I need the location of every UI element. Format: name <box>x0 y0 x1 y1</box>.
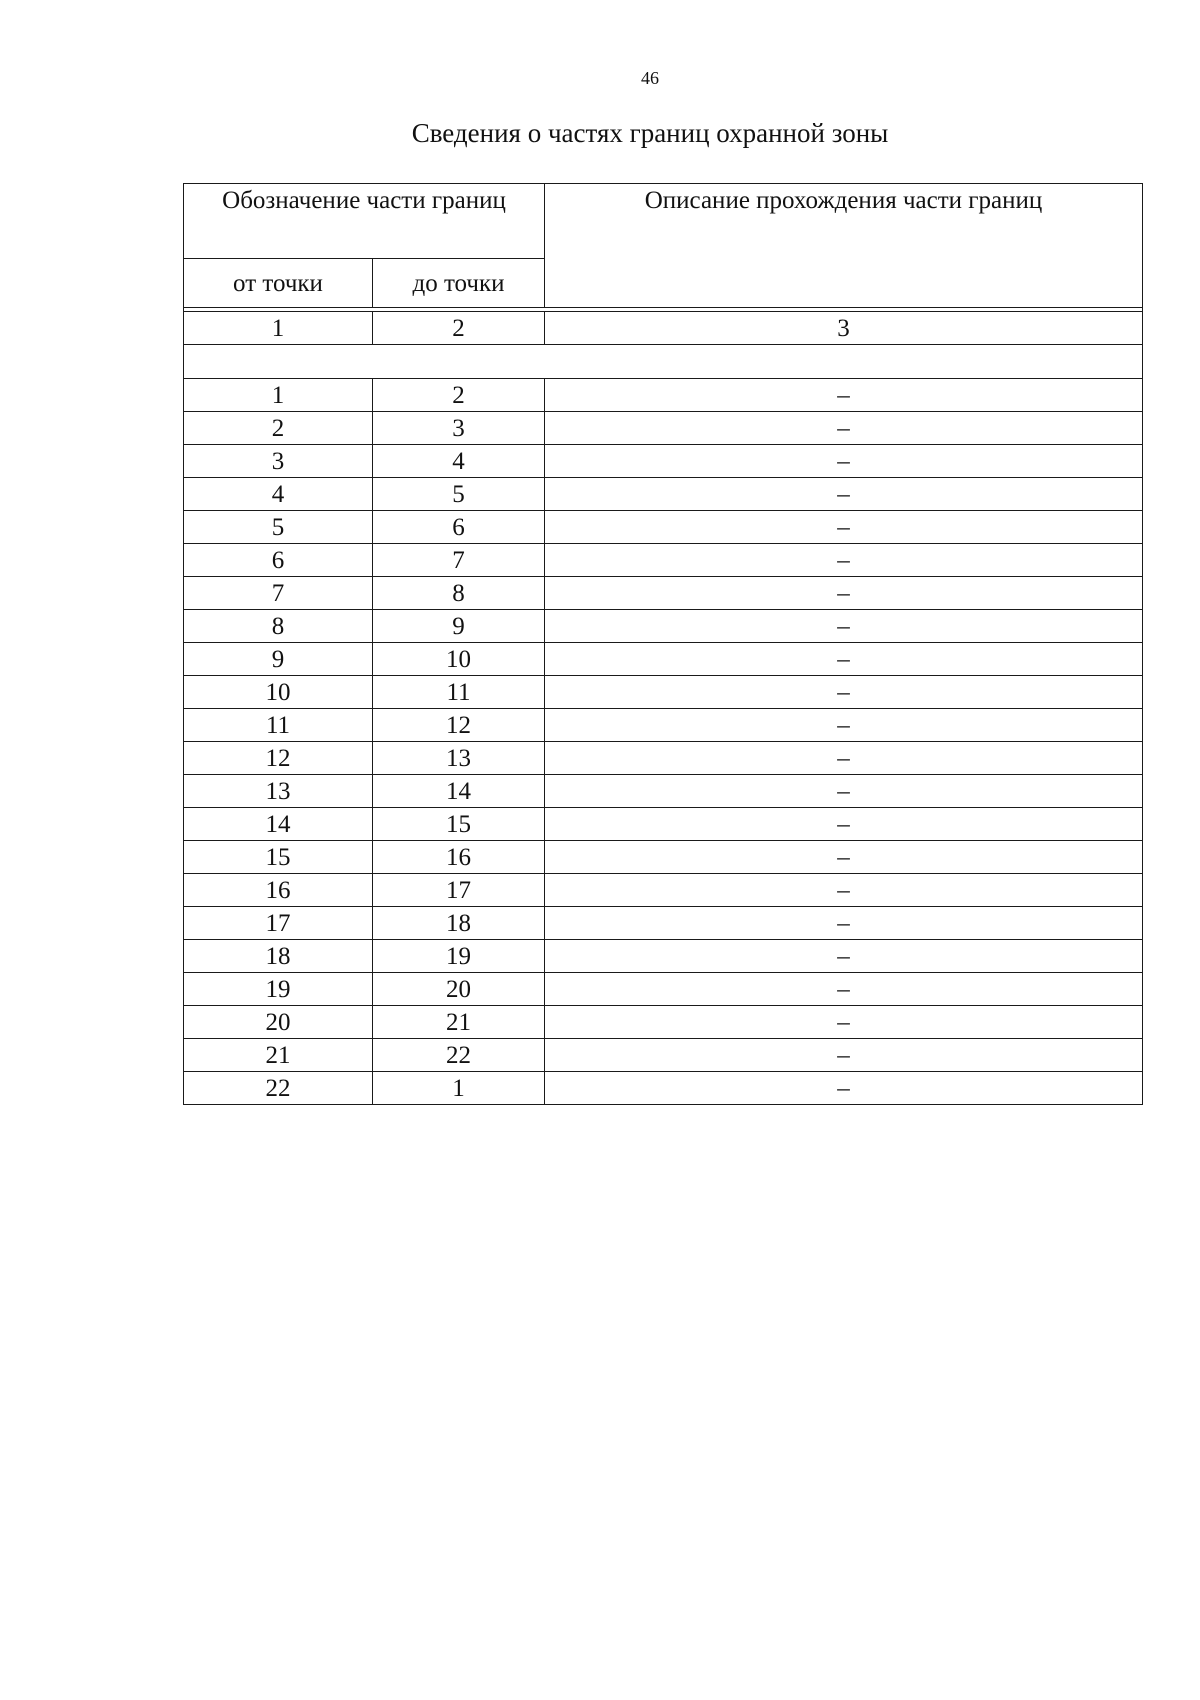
to-point-cell: 5 <box>373 478 545 511</box>
description-header: Описание прохождения части границ <box>545 184 1143 308</box>
description-cell: – <box>545 808 1143 841</box>
to-point-cell: 20 <box>373 973 545 1006</box>
description-cell: – <box>545 643 1143 676</box>
column-number-2: 2 <box>373 312 545 345</box>
from-point-cell: 12 <box>184 742 373 775</box>
table-row <box>184 709 1143 742</box>
from-point-cell: 19 <box>184 973 373 1006</box>
from-point-cell: 3 <box>184 445 373 478</box>
table-header-row <box>184 184 1143 259</box>
description-cell: – <box>545 874 1143 907</box>
table-row <box>184 643 1143 676</box>
from-point-cell: 7 <box>184 577 373 610</box>
to-point-cell: 7 <box>373 544 545 577</box>
table-row <box>184 775 1143 808</box>
description-cell: – <box>545 544 1143 577</box>
description-cell: – <box>545 445 1143 478</box>
designation-header: Обозначение части границ <box>184 184 545 259</box>
from-point-cell: 2 <box>184 412 373 445</box>
description-cell: – <box>545 676 1143 709</box>
description-cell: – <box>545 907 1143 940</box>
group-label <box>184 345 1143 379</box>
from-point-cell: 6 <box>184 544 373 577</box>
from-point-cell: 11 <box>184 709 373 742</box>
from-point-cell: 10 <box>184 676 373 709</box>
table-row <box>184 907 1143 940</box>
table-row <box>184 577 1143 610</box>
description-cell: – <box>545 577 1143 610</box>
description-cell: – <box>545 709 1143 742</box>
from-point-cell: 5 <box>184 511 373 544</box>
table-row <box>184 874 1143 907</box>
description-cell: – <box>545 511 1143 544</box>
to-point-cell: 13 <box>373 742 545 775</box>
table-row <box>184 511 1143 544</box>
description-cell: – <box>545 775 1143 808</box>
table-row <box>184 610 1143 643</box>
to-point-cell: 8 <box>373 577 545 610</box>
to-point-cell: 21 <box>373 1006 545 1039</box>
from-point-cell: 21 <box>184 1039 373 1072</box>
from-point-header: от точки <box>184 259 373 308</box>
to-point-cell: 6 <box>373 511 545 544</box>
to-point-cell: 4 <box>373 445 545 478</box>
from-point-cell: 8 <box>184 610 373 643</box>
from-point-cell: 13 <box>184 775 373 808</box>
to-point-cell: 12 <box>373 709 545 742</box>
description-cell: – <box>545 841 1143 874</box>
table-row <box>184 676 1143 709</box>
table-row <box>184 808 1143 841</box>
description-cell: – <box>545 478 1143 511</box>
to-point-cell: 19 <box>373 940 545 973</box>
description-cell: – <box>545 1006 1143 1039</box>
from-point-cell: 16 <box>184 874 373 907</box>
table-row <box>184 412 1143 445</box>
to-point-cell: 11 <box>373 676 545 709</box>
table-row <box>184 973 1143 1006</box>
description-cell: – <box>545 379 1143 412</box>
table-row <box>184 742 1143 775</box>
description-cell: – <box>545 742 1143 775</box>
to-point-cell: 9 <box>373 610 545 643</box>
to-point-cell: 15 <box>373 808 545 841</box>
table-row <box>184 1072 1143 1105</box>
table-row <box>184 445 1143 478</box>
description-cell: – <box>545 412 1143 445</box>
from-point-cell: 1 <box>184 379 373 412</box>
table-row <box>184 1006 1143 1039</box>
to-point-cell: 16 <box>373 841 545 874</box>
from-point-cell: 18 <box>184 940 373 973</box>
from-point-cell: 17 <box>184 907 373 940</box>
to-point-cell: 10 <box>373 643 545 676</box>
from-point-cell: 4 <box>184 478 373 511</box>
from-point-cell: 14 <box>184 808 373 841</box>
description-cell: – <box>545 1072 1143 1105</box>
to-point-cell: 14 <box>373 775 545 808</box>
group-row <box>184 345 1143 379</box>
table-row <box>184 544 1143 577</box>
table-row <box>184 940 1143 973</box>
description-cell: – <box>545 610 1143 643</box>
description-cell: – <box>545 940 1143 973</box>
table-row <box>184 841 1143 874</box>
description-cell: – <box>545 973 1143 1006</box>
table-row <box>184 478 1143 511</box>
to-point-cell: 22 <box>373 1039 545 1072</box>
from-point-cell: 20 <box>184 1006 373 1039</box>
from-point-cell: 22 <box>184 1072 373 1105</box>
to-point-cell: 3 <box>373 412 545 445</box>
description-cell: – <box>545 1039 1143 1072</box>
column-numbers-row <box>184 312 1143 345</box>
page-number: 46 <box>641 68 659 88</box>
table-row <box>184 379 1143 412</box>
to-point-cell: 18 <box>373 907 545 940</box>
from-point-cell: 15 <box>184 841 373 874</box>
column-number-1: 1 <box>184 312 373 345</box>
to-point-header: до точки <box>373 259 545 308</box>
table-row <box>184 1039 1143 1072</box>
from-point-cell: 9 <box>184 643 373 676</box>
column-number-3: 3 <box>545 312 1143 345</box>
document-title: Сведения о частях границ охранной зоны <box>411 118 889 148</box>
to-point-cell: 2 <box>373 379 545 412</box>
to-point-cell: 17 <box>373 874 545 907</box>
to-point-cell: 1 <box>373 1072 545 1105</box>
boundary-parts-table <box>183 183 1143 1105</box>
